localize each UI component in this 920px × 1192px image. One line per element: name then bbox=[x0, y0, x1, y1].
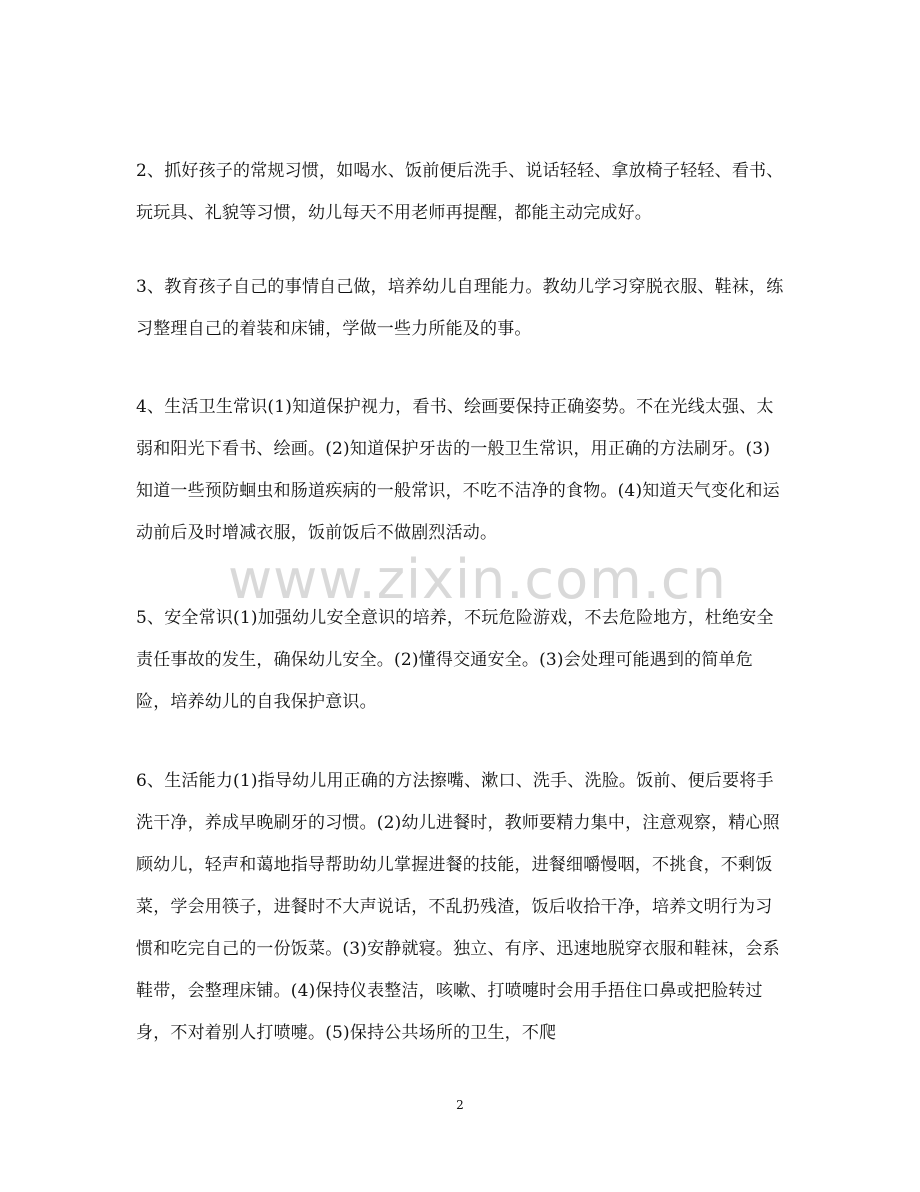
paragraph-6: 6、生活能力(1)指导幼儿用正确的方法擦嘴、漱口、洗手、洗脸。饭前、便后要将手洗干净，养成早晚刷牙的习惯。(2)幼儿进餐时，教师要精力集中，注意观察，精心照顾幼儿，轻声和蔼地指导帮助幼儿掌握进餐的技能，进餐细嚼慢咽，不挑食，不剩饭菜，学会用筷子，进餐时不大声说话，不乱扔残渣，饭后收拾干净，培养文明行为习惯和吃完自己的一份饭菜。(3)安静就寝。独立、有序、迅速地脱穿衣服和鞋袜，会系鞋带，会整理床铺。(4)保持仪表整洁，咳嗽、打喷嚏时会用手捂住口鼻或把脸转过身，不对着别人打喷嚏。(5)保持公共场所的卫生，不爬 bbox=[136, 771, 780, 1043]
page-number: 2 bbox=[456, 1098, 464, 1112]
paragraph-2: 2、抓好孩子的常规习惯，如喝水、饭前便后洗手、说话轻轻、拿放椅子轻轻、看书、玩玩具、礼貌等习惯，幼儿每天不用老师再提醒，都能主动完成好。 bbox=[136, 161, 784, 223]
paragraph-5: 5、安全常识(1)加强幼儿安全意识的培养，不玩危险游戏，不去危险地方，杜绝安全责任事故的发生，确保幼儿安全。(2)懂得交通安全。(3)会处理可能遇到的简单危险，培养幼儿的自我保护意识。 bbox=[136, 608, 774, 712]
paragraph-3: 3、教育孩子自己的事情自己做，培养幼儿自理能力。教幼儿学习穿脱衣服、鞋袜，练习整理自己的着装和床铺，学做一些力所能及的事。 bbox=[136, 277, 784, 339]
paragraph-4: 4、生活卫生常识(1)知道保护视力，看书、绘画要保持正确姿势。不在光线太强、太弱和阳光下看书、绘画。(2)知道保护牙齿的一般卫生常识，用正确的方法刷牙。(3)知道一些预防蛔虫和肠道疾病的一般常识，不吃不洁净的食物。(4)知道天气变化和运动前后及时增减衣服，饭前饭后不做剧烈活动。 bbox=[136, 397, 780, 543]
watermark: www.zixin.com.cn bbox=[228, 548, 727, 611]
